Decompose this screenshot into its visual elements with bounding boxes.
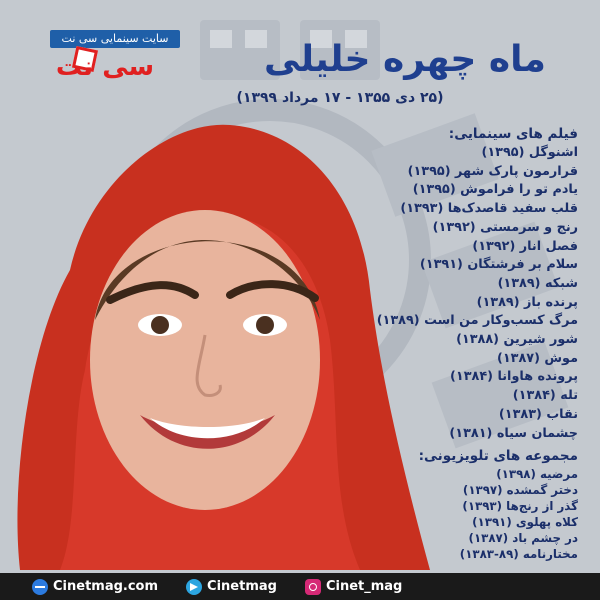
film-item: رنج و سرمستی (۱۳۹۲) (432, 219, 578, 235)
telegram-label: Cinetmag (207, 579, 277, 594)
tv-item: گذر از رنج‌ها (۱۳۹۳) (462, 499, 578, 513)
instagram-icon (305, 579, 321, 595)
instagram-label: Cinet_mag (325, 579, 403, 594)
tv-item: دختر گمشده (۱۳۹۷) (462, 483, 578, 497)
film-item: یادم تو را فراموش (۱۳۹۵) (412, 182, 578, 198)
telegram-link[interactable] (186, 579, 277, 595)
website-icon (32, 579, 48, 595)
film-item: قلب سفید قاصدک‌ها (۱۳۹۳) (400, 201, 578, 217)
film-item: مرگ کسب‌وکار من است (۱۳۸۹) (376, 313, 578, 329)
website-link[interactable] (32, 579, 158, 595)
film-item: اشنوگل (۱۳۹۵) (481, 145, 578, 160)
film-item: چشمان سیاه (۱۳۸۱) (449, 425, 578, 441)
tv-heading: مجموعه های تلویزیونی: (418, 448, 578, 464)
footer-bar (0, 573, 600, 600)
telegram-icon (186, 579, 202, 595)
tv-item: مختارنامه (۸۹-۱۳۸۳) (459, 547, 578, 561)
film-item: سلام بر فرشتگان (۱۳۹۱) (419, 257, 578, 273)
page-title: ماه چهره خلیلی (264, 39, 546, 80)
portrait-photo (0, 100, 430, 570)
logo-wordmark: سی نت (55, 52, 155, 82)
films-heading: فیلم های سینمایی: (448, 126, 578, 142)
life-dates: (۲۵ دی ۱۳۵۵ - ۱۷ مرداد ۱۳۹۹) (236, 90, 444, 106)
logo-tagline: سایت سینمایی سی نت (50, 30, 180, 48)
film-item: شور شیرین (۱۳۸۸) (456, 332, 578, 348)
film-item: موش (۱۳۸۷) (496, 350, 578, 366)
website-label: Cinetmag.com (53, 579, 159, 594)
film-item: شبکه (۱۳۸۹) (497, 275, 578, 291)
film-item: پرنده باز (۱۳۸۹) (476, 294, 578, 310)
tv-item: در چشم باد (۱۳۸۷) (468, 531, 578, 545)
cinet-logo (30, 30, 180, 90)
tv-item: کلاه پهلوی (۱۳۹۱) (472, 515, 578, 529)
instagram-link[interactable] (305, 579, 402, 595)
film-item: تله (۱۳۸۴) (512, 388, 578, 404)
film-item: فصل انار (۱۳۹۲) (472, 238, 578, 254)
tv-item: مرضیه (۱۳۹۸) (496, 467, 578, 481)
film-item: نقاب (۱۳۸۳) (498, 406, 578, 422)
film-item: پرونده هاوانا (۱۳۸۴) (450, 369, 578, 385)
films-list (378, 124, 578, 443)
tv-series-list (378, 446, 578, 562)
film-item: قرارمون پارک شهر (۱۳۹۵) (407, 163, 578, 179)
